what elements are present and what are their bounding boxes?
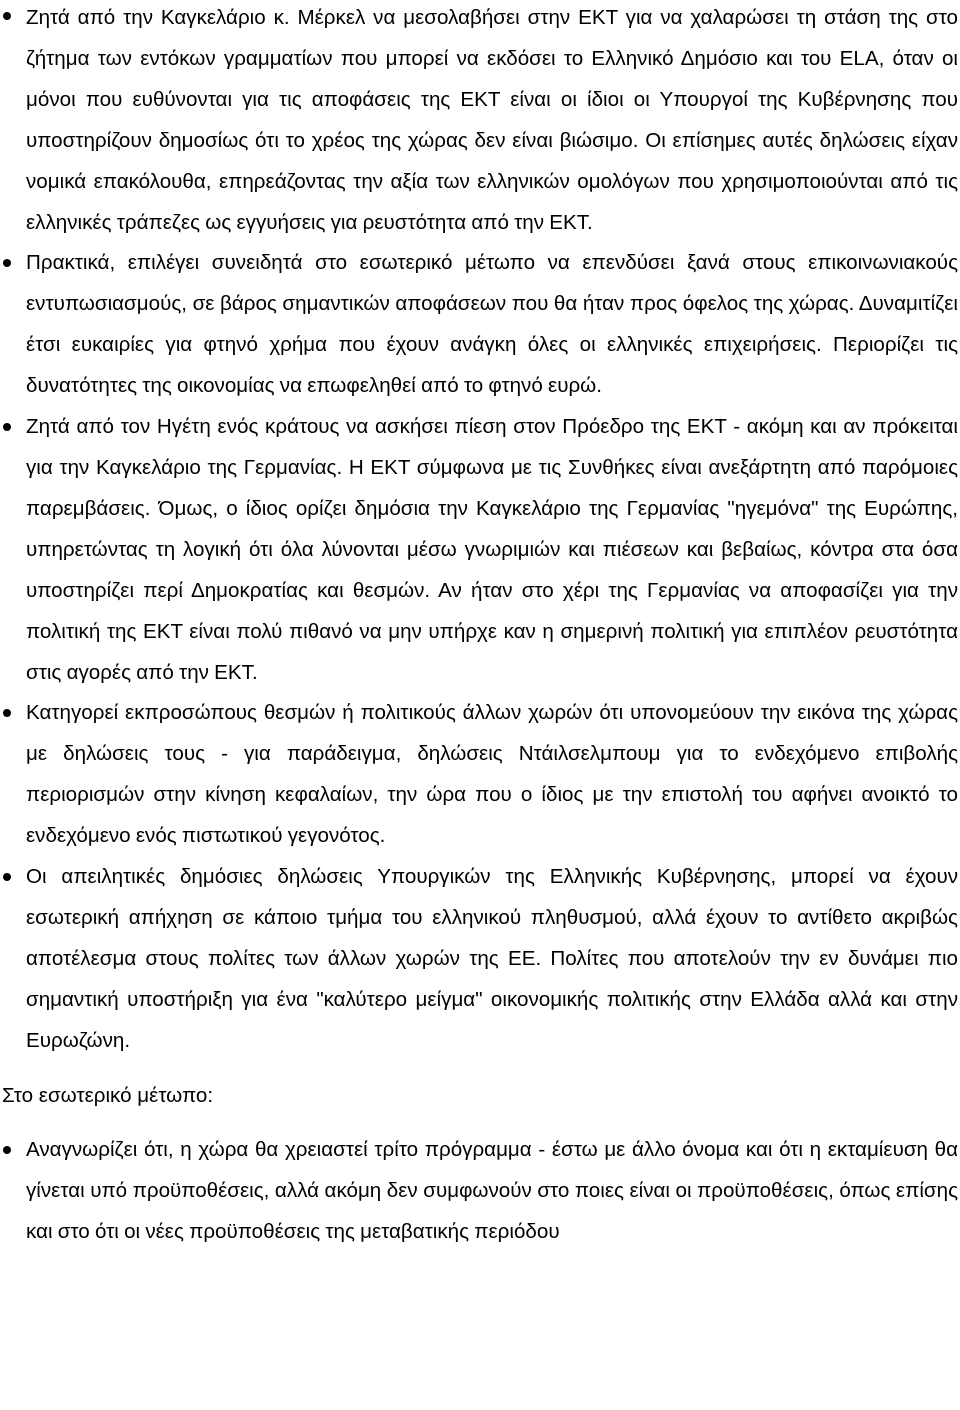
- list-item: [0, 0, 960, 243]
- bullet-icon: [3, 873, 11, 881]
- paragraph-text: Ζητά από την Καγκελάριο κ. Μέρκελ να μεσολαβήσει στην ΕΚΤ για να χαλαρώσει τη στάση της στο ζήτημα των εντόκων γραμματίων που μπορεί να εκδόσει το Ελληνικό Δημόσιο και του ELA, όταν οι μόνοι που ευθύνονται για τις αποφάσεις της ΕΚΤ είναι οι ίδιοι οι Υπουργοί της Κυβέρνησης που υποστηρίζουν δημοσίως ότι το χρέος της χώρας δεν είναι βιώσιμο. Οι επίσημες αυτές δηλώσεις είχαν νομικά επακόλουθα, επηρεάζοντας την αξία των ελληνικών ομολόγων που χρησιμοποιούνται από τις ελληνικές τράπεζες ως εγγυήσεις για ρευστότητα από την ΕΚΤ.: [26, 6, 958, 234]
- list-item: [0, 407, 960, 693]
- bullet-icon: [3, 259, 11, 267]
- list-item: [0, 243, 960, 407]
- list-item: [0, 857, 960, 1062]
- bullet-icon: [3, 423, 11, 431]
- bullet-icon: [3, 1146, 11, 1154]
- bullet-icon: [3, 709, 11, 717]
- list-item: [0, 693, 960, 857]
- paragraph-text: Αναγνωρίζει ότι, η χώρα θα χρειαστεί τρίτο πρόγραμμα - έστω με άλλο όνομα και ότι η εκταμίευση θα γίνεται υπό προϋποθέσεις, αλλά ακόμη δεν συμφωνούν στο ποιες είναι οι προϋποθέσεις, όπως επίσης και στο ότι οι νέες προϋποθέσεις της μεταβατικής περιόδου: [26, 1138, 958, 1244]
- paragraph-text: Ζητά από τον Ηγέτη ενός κράτους να ασκήσει πίεση στον Πρόεδρο της ΕΚΤ - ακόμη και αν πρόκειται για την Καγκελάριο της Γερμανίας. Η ΕΚΤ σύμφωνα με τις Συνθήκες είναι ανεξάρτητη από παρόμοιες παρεμβάσεις. Όμως, ο ίδιος ορίζει δημόσια την Καγκελάριο της Γερμανίας "ηγεμόνα" της Ευρώπης, υπηρετώντας τη λογική ότι όλα λύνονται μέσω γνωριμιών και πιέσεων και βεβαίως, κόντρα στα όσα υποστηρίζει περί Δημοκρατίας και θεσμών. Αν ήταν στο χέρι της Γερμανίας να αποφασίζει για την πολιτική της ΕΚΤ είναι πολύ πιθανό να μην υπήρχε καν η σημερινή πολιτική για επιπλέον ρευστότητα στις αγορές από την ΕΚΤ.: [26, 415, 958, 684]
- paragraph-text: Οι απειλητικές δημόσιες δηλώσεις Υπουργικών της Ελληνικής Κυβέρνησης, μπορεί να έχουν εσωτερική απήχηση σε κάποιο τμήμα του ελληνικού πληθυσμού, αλλά έχουν το αντίθετο ακριβώς αποτέλεσμα στους πολίτες των άλλων χωρών της ΕΕ. Πολίτες που αποτελούν την εν δυνάμει πιο σημαντική υποστήριξη για ένα "καλύτερο μείγμα" οικονομικής πολιτικής στην Ελλάδα αλλά και στην Ευρωζώνη.: [26, 865, 958, 1052]
- list-item: [0, 1130, 960, 1253]
- paragraph-text: Πρακτικά, επιλέγει συνειδητά στο εσωτερικό μέτωπο να επενδύσει ξανά στους επικοινωνιακούς εντυπωσιασμούς, σε βάρος σημαντικών αποφάσεων που θα ήταν προς όφελος της χώρας. Δυναμιτίζει έτσι ευκαιρίες για φτηνό χρήμα που έχουν ανάγκη όλες οι ελληνικές επιχειρήσεις. Περιορίζει τις δυνατότητες της οικονομίας να επωφεληθεί από το φτηνό ευρώ.: [26, 251, 958, 398]
- bullet-list-domestic-front: [0, 1130, 960, 1253]
- section-heading: Στο εσωτερικό μέτωπο:: [2, 1083, 214, 1107]
- paragraph-text: Κατηγορεί εκπροσώπους θεσμών ή πολιτικούς άλλων χωρών ότι υπονομεύουν την εικόνα της χώρας με δηλώσεις τους - για παράδειγμα, δηλώσεις Ντάιλσελμπουμ για το ενδεχόμενο επιβολής περιορισμών στην κίνηση κεφαλαίων, την ώρα που ο ίδιος με την επιστολή του αφήνει ανοικτό το ενδεχόμενο ενός πιστωτικού γεγονότος.: [26, 701, 958, 848]
- bullet-icon: [3, 12, 11, 20]
